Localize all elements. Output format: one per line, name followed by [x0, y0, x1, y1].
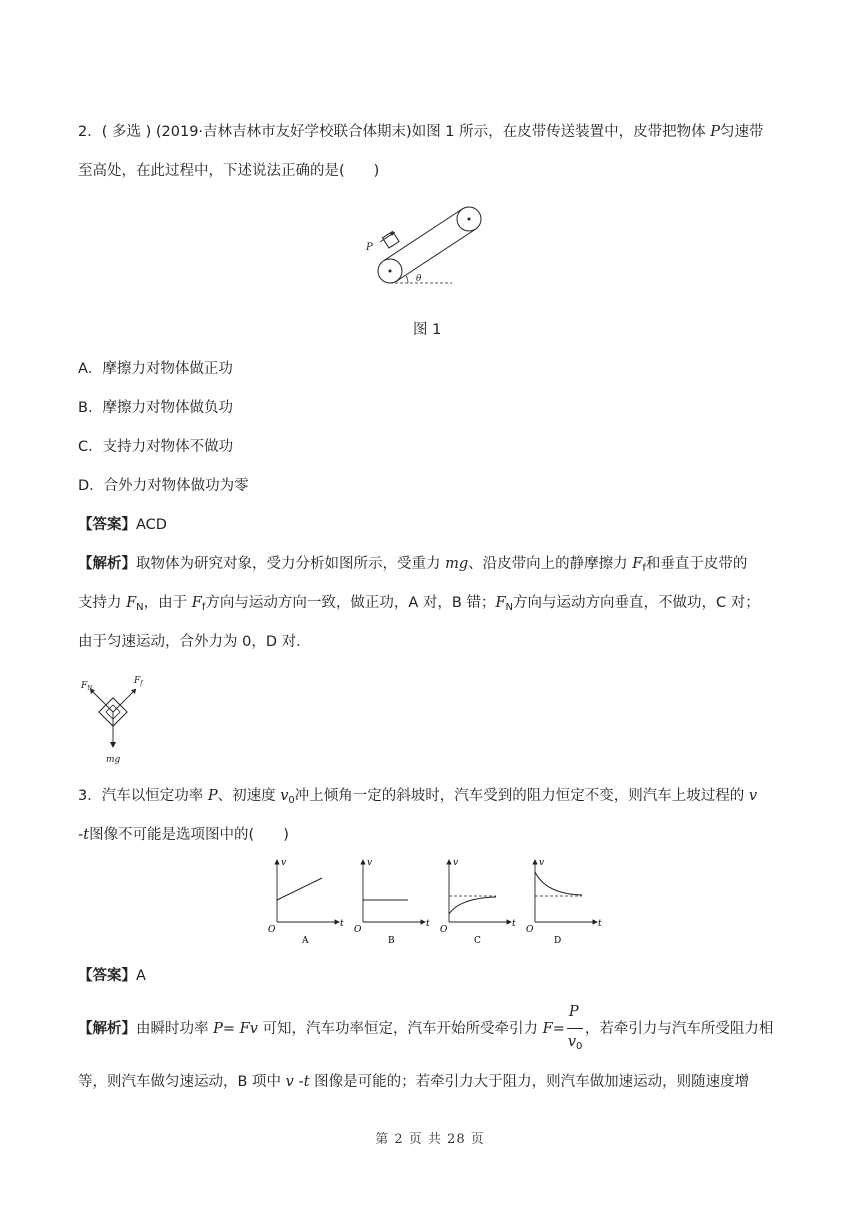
- q2-answer: [78, 515, 167, 535]
- axis-v-label: v: [367, 858, 373, 868]
- analysis-var: v: [285, 1074, 294, 1090]
- q3-stem-line2: [78, 825, 289, 845]
- answer-value: A: [136, 968, 146, 984]
- q2-stem-text: 2．( 多选 ) (2019·吉林吉林市友好学校联合体期末)如图 1 所示，在皮带传送装置中，皮带把物体: [78, 124, 711, 140]
- fraction-p-over-v0: [567, 1002, 583, 1056]
- figure-1-caption: 图 1: [413, 322, 442, 338]
- belt-p-label: P: [366, 242, 373, 253]
- q2-analysis-line1: [78, 554, 747, 574]
- option-c: C．支持力对物体不做功: [78, 439, 234, 455]
- conveyor-belt-figure: [360, 198, 470, 298]
- analysis-var: F: [495, 595, 506, 611]
- answer-label: 【答案】: [78, 517, 136, 533]
- q3-text: 、初速度: [217, 788, 281, 804]
- q3-answer: [78, 966, 146, 986]
- axis-v-label: v: [281, 858, 287, 868]
- analysis-label: 【解析】: [78, 556, 136, 572]
- graph-c-letter: C: [474, 936, 481, 946]
- analysis-text: 图像是可能的；若牵引力大于阻力，则汽车做加速运动，则随速度增: [309, 1074, 750, 1090]
- graph-a: [268, 858, 344, 946]
- axis-t-label: t: [340, 919, 344, 929]
- axis-t-label: t: [598, 919, 602, 929]
- option-d: D．合外力对物体做功为零: [78, 478, 249, 494]
- graph-b: [354, 858, 430, 946]
- q3-var: v: [280, 788, 289, 804]
- q2-stem-text-end: 匀速带: [720, 124, 764, 140]
- analysis-var: Fv: [239, 1021, 258, 1037]
- analysis-text: 等，则汽车做匀速运动，B 项中: [78, 1074, 286, 1090]
- analysis-subscript: N: [505, 602, 513, 613]
- q3-text: -: [78, 827, 84, 843]
- fn-label: F: [81, 681, 88, 691]
- q3-subscript: 0: [288, 795, 295, 806]
- analysis-text: ，若牵引力与汽车所受阻力相: [584, 1021, 774, 1037]
- analysis-subscript: N: [136, 602, 144, 613]
- page-footer: 第 2 页 共 28 页: [375, 1132, 485, 1147]
- analysis-text: 可知，汽车功率恒定，汽车开始所受牵引力: [257, 1021, 543, 1037]
- q3-var: P: [207, 788, 218, 804]
- analysis-text: 、沿皮带向上的静摩擦力: [468, 556, 633, 572]
- axis-t-label: t: [512, 919, 516, 929]
- axis-v-label: v: [453, 858, 459, 868]
- q3-analysis-line2: [78, 1072, 749, 1092]
- analysis-var: F: [126, 595, 137, 611]
- analysis-var: F: [542, 1021, 553, 1037]
- option-a: A．摩擦力对物体做正功: [78, 361, 233, 377]
- q2-stem-line1: [78, 122, 764, 142]
- origin-label: O: [354, 925, 362, 935]
- analysis-var: t: [303, 1074, 310, 1090]
- belt-theta-label: θ: [416, 274, 422, 284]
- q3-var: v: [748, 788, 758, 804]
- analysis-text: =: [552, 1021, 565, 1037]
- analysis-text: 由瞬时功率: [136, 1021, 214, 1037]
- force-diagram: [76, 672, 156, 768]
- graph-d-letter: D: [554, 936, 562, 946]
- fn-sub: N: [87, 685, 93, 692]
- ff-sub: f: [140, 680, 143, 687]
- q3-analysis-line1: [78, 1002, 773, 1056]
- analysis-var: F: [632, 556, 643, 572]
- graph-b-letter: B: [388, 936, 395, 946]
- fraction-bar: [567, 1028, 583, 1029]
- analysis-text: ，由于: [143, 595, 192, 611]
- analysis-var: mg: [445, 556, 469, 572]
- axis-t-label: t: [426, 919, 430, 929]
- ff-label: F: [134, 676, 141, 686]
- q3-text: 冲上倾角一定的斜坡时，汽车受到的阻力恒定不变，则汽车上坡过程的: [294, 788, 749, 804]
- fraction-den-var: v: [567, 1034, 577, 1050]
- graph-a-letter: A: [302, 936, 309, 946]
- origin-label: O: [526, 925, 534, 935]
- q2-analysis-line3: 由于匀速运动，合外力为 0，D 对．: [78, 634, 311, 650]
- q3-text: 3．汽车以恒定功率: [78, 788, 208, 804]
- analysis-text: 取物体为研究对象，受力分析如图所示，受重力: [136, 556, 446, 572]
- svg-text:FN: [80, 681, 93, 692]
- q3-var: t: [83, 827, 90, 843]
- analysis-text: 方向与运动方向一致，做正功，A 对，B 错；: [205, 595, 496, 611]
- fraction-den-sub: 0: [576, 1041, 583, 1052]
- mg-label: mg: [106, 755, 121, 765]
- analysis-text: 方向与运动方向垂直，不做功，C 对；: [513, 595, 760, 611]
- q2-stem-line2: 至高处，在此过程中，下述说法正确的是( ): [78, 163, 380, 179]
- analysis-var: F: [191, 595, 202, 611]
- origin-label: O: [440, 925, 448, 935]
- analysis-subscript: f: [201, 602, 206, 613]
- svg-text:Ff: [133, 676, 144, 687]
- option-b: B．摩擦力对物体做负功: [78, 400, 233, 416]
- analysis-text: =: [222, 1021, 240, 1037]
- analysis-text: -: [293, 1074, 304, 1090]
- analysis-text: 和垂直于皮带的: [645, 556, 748, 572]
- origin-label: O: [268, 925, 276, 935]
- q3-stem-line1: [78, 786, 757, 806]
- q2-stem-var-p: P: [710, 124, 721, 140]
- graph-d: [526, 858, 602, 946]
- fraction-numerator: P: [568, 1004, 579, 1020]
- q2-analysis-line2: [78, 593, 760, 613]
- fraction-denominator: [568, 1032, 583, 1052]
- vt-graphs-figure: [264, 856, 602, 948]
- answer-label: 【答案】: [78, 968, 136, 984]
- axis-v-label: v: [539, 858, 545, 868]
- answer-value: ACD: [136, 517, 167, 533]
- analysis-text: 支持力: [78, 595, 127, 611]
- q3-text: 图像不可能是选项图中的( ): [89, 827, 289, 843]
- graph-c: [440, 858, 516, 946]
- analysis-label: 【解析】: [78, 1021, 136, 1037]
- analysis-subscript: f: [642, 563, 646, 574]
- analysis-var: P: [213, 1021, 223, 1037]
